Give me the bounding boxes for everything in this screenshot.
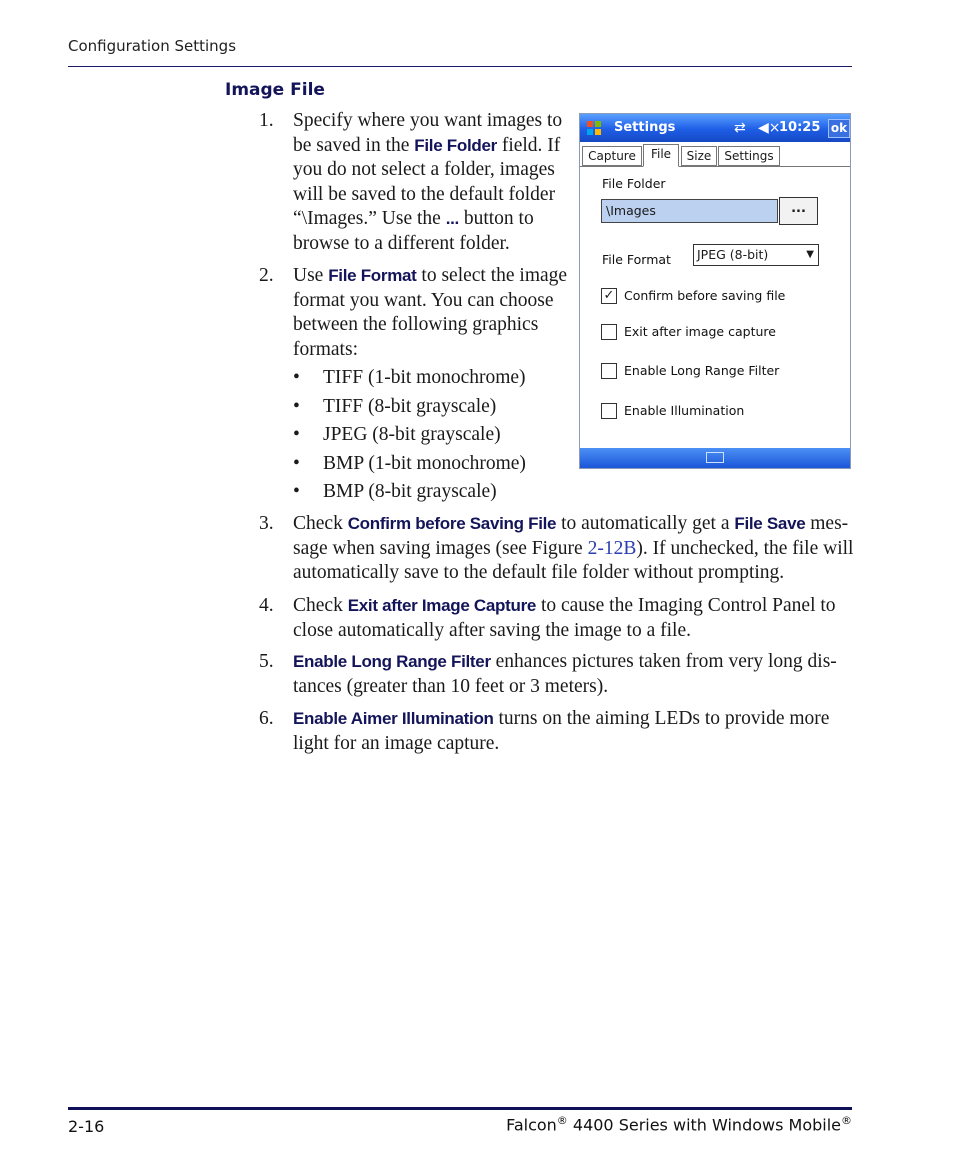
figure-link[interactable]: 2-12B [587, 537, 637, 559]
step-line: formats: [293, 338, 358, 360]
illumination-label: Enable Illumination [624, 403, 745, 418]
bullet-text: BMP (1-bit monochrome) [323, 453, 526, 474]
volume-icon[interactable]: ◀× [758, 120, 781, 136]
step-text [293, 650, 837, 699]
bullet-dot: • [293, 424, 300, 445]
step-line: tances (greater than 10 feet or 3 meters). [293, 675, 609, 697]
bullet-dot: • [293, 396, 300, 417]
exit-after-capture-label: Exit after image capture [624, 324, 776, 339]
running-header: Configuration Settings [68, 37, 237, 55]
step-number: 4. [259, 595, 274, 616]
step-line: light for an image capture. [293, 732, 500, 754]
confirm-save-checkbox[interactable]: ✓ [601, 288, 617, 304]
step-number: 1. [259, 110, 274, 131]
registered-mark: ® [841, 1114, 852, 1127]
step-line: Enable Long Range Filter enhances pictures taken from very long dis- [293, 651, 837, 672]
confirm-save-label: Confirm before saving file [624, 288, 786, 303]
section-heading: Image File [225, 80, 325, 100]
illumination-checkbox[interactable] [601, 403, 617, 419]
device-menu-bar [580, 448, 850, 468]
bullet-dot: • [293, 453, 300, 474]
footer-title [506, 1114, 852, 1134]
step-line: format you want. You can choose [293, 289, 554, 311]
footer-title-b: 4400 Series with Windows Mobile [567, 1115, 841, 1135]
bullet-text: TIFF (8-bit grayscale) [323, 396, 497, 417]
tab-file[interactable]: File [643, 144, 679, 167]
step-line: close automatically after saving the image to a file. [293, 619, 691, 641]
file-format-select[interactable] [693, 244, 819, 266]
file-folder-field[interactable]: \Images [601, 199, 778, 223]
step-number: 3. [259, 513, 274, 534]
keyboard-icon[interactable] [706, 452, 724, 463]
tab-capture[interactable]: Capture [582, 146, 642, 166]
bullet-text: TIFF (1-bit monochrome) [323, 367, 526, 388]
connectivity-icon[interactable]: ⇄ [734, 120, 746, 136]
file-format-label: File Format [602, 252, 671, 267]
file-format-value: JPEG (8-bit) [697, 247, 769, 262]
page-number: 2-16 [68, 1117, 105, 1136]
long-range-filter-label: Enable Long Range Filter [624, 363, 780, 378]
bullet-dot: • [293, 367, 300, 388]
step-line: between the following graphics [293, 314, 539, 335]
step-line: sage when saving images (see Figure 2-12B). If unchecked, the file will [293, 537, 854, 559]
ui-label: File Save [734, 514, 806, 533]
step-text [293, 109, 562, 256]
step-line: Check Exit after Image Capture to cause the Imaging Control Panel to [293, 595, 836, 616]
long-range-filter-checkbox[interactable] [601, 363, 617, 379]
step-text [293, 512, 853, 586]
step-text [293, 707, 829, 756]
file-folder-label: File Folder [602, 176, 666, 191]
ui-label: Confirm before Saving File [347, 514, 557, 533]
device-screenshot [579, 113, 851, 469]
step-line: Use File Format to select the image [293, 265, 568, 286]
step-line: be saved in the File Folder field. If [293, 134, 561, 156]
step-number: 6. [259, 708, 274, 729]
bullet-text: BMP (8-bit grayscale) [323, 481, 497, 502]
windows-start-icon[interactable] [584, 118, 604, 138]
step-number: 5. [259, 651, 274, 672]
footer-title-a: Falcon [506, 1115, 557, 1135]
step-line: Check Confirm before Saving File to automatically get a File Save mes- [293, 513, 849, 534]
step-line: automatically save to the default file folder without prompting. [293, 562, 785, 583]
chevron-down-icon: ▼ [806, 249, 814, 260]
ui-label: ... [445, 209, 459, 228]
device-title: Settings [614, 120, 676, 135]
step-line: you do not select a folder, images [293, 159, 555, 180]
step-line: “\Images.” Use the ... button to [293, 208, 534, 229]
tab-settings[interactable]: Settings [718, 146, 780, 166]
step-line: Enable Aimer Illumination turns on the aiming LEDs to provide more [293, 708, 830, 729]
step-number: 2. [259, 265, 274, 286]
step-text [293, 594, 836, 643]
ui-label: File Folder [414, 135, 497, 155]
exit-after-capture-checkbox[interactable] [601, 324, 617, 340]
ui-label: Exit after Image Capture [347, 596, 537, 615]
device-clock: 10:25 [779, 120, 821, 135]
browse-button[interactable]: ... [779, 197, 818, 225]
footer-rule [68, 1107, 852, 1110]
ui-label: File Format [328, 266, 417, 285]
bullet-text: JPEG (8-bit grayscale) [323, 424, 501, 445]
tab-size[interactable]: Size [681, 146, 717, 166]
step-line: browse to a different folder. [293, 232, 510, 254]
registered-mark: ® [556, 1114, 568, 1127]
ok-button[interactable]: ok [828, 119, 850, 138]
ui-label: Enable Aimer Illumination [293, 709, 494, 728]
device-title-bar [580, 114, 850, 142]
step-text [293, 264, 567, 362]
ui-label: Enable Long Range Filter [293, 652, 491, 671]
step-line: Specify where you want images to [293, 110, 563, 131]
bullet-dot: • [293, 481, 300, 502]
device-tabs [580, 146, 850, 167]
header-rule [68, 66, 852, 67]
step-line: will be saved to the default folder [293, 183, 556, 205]
